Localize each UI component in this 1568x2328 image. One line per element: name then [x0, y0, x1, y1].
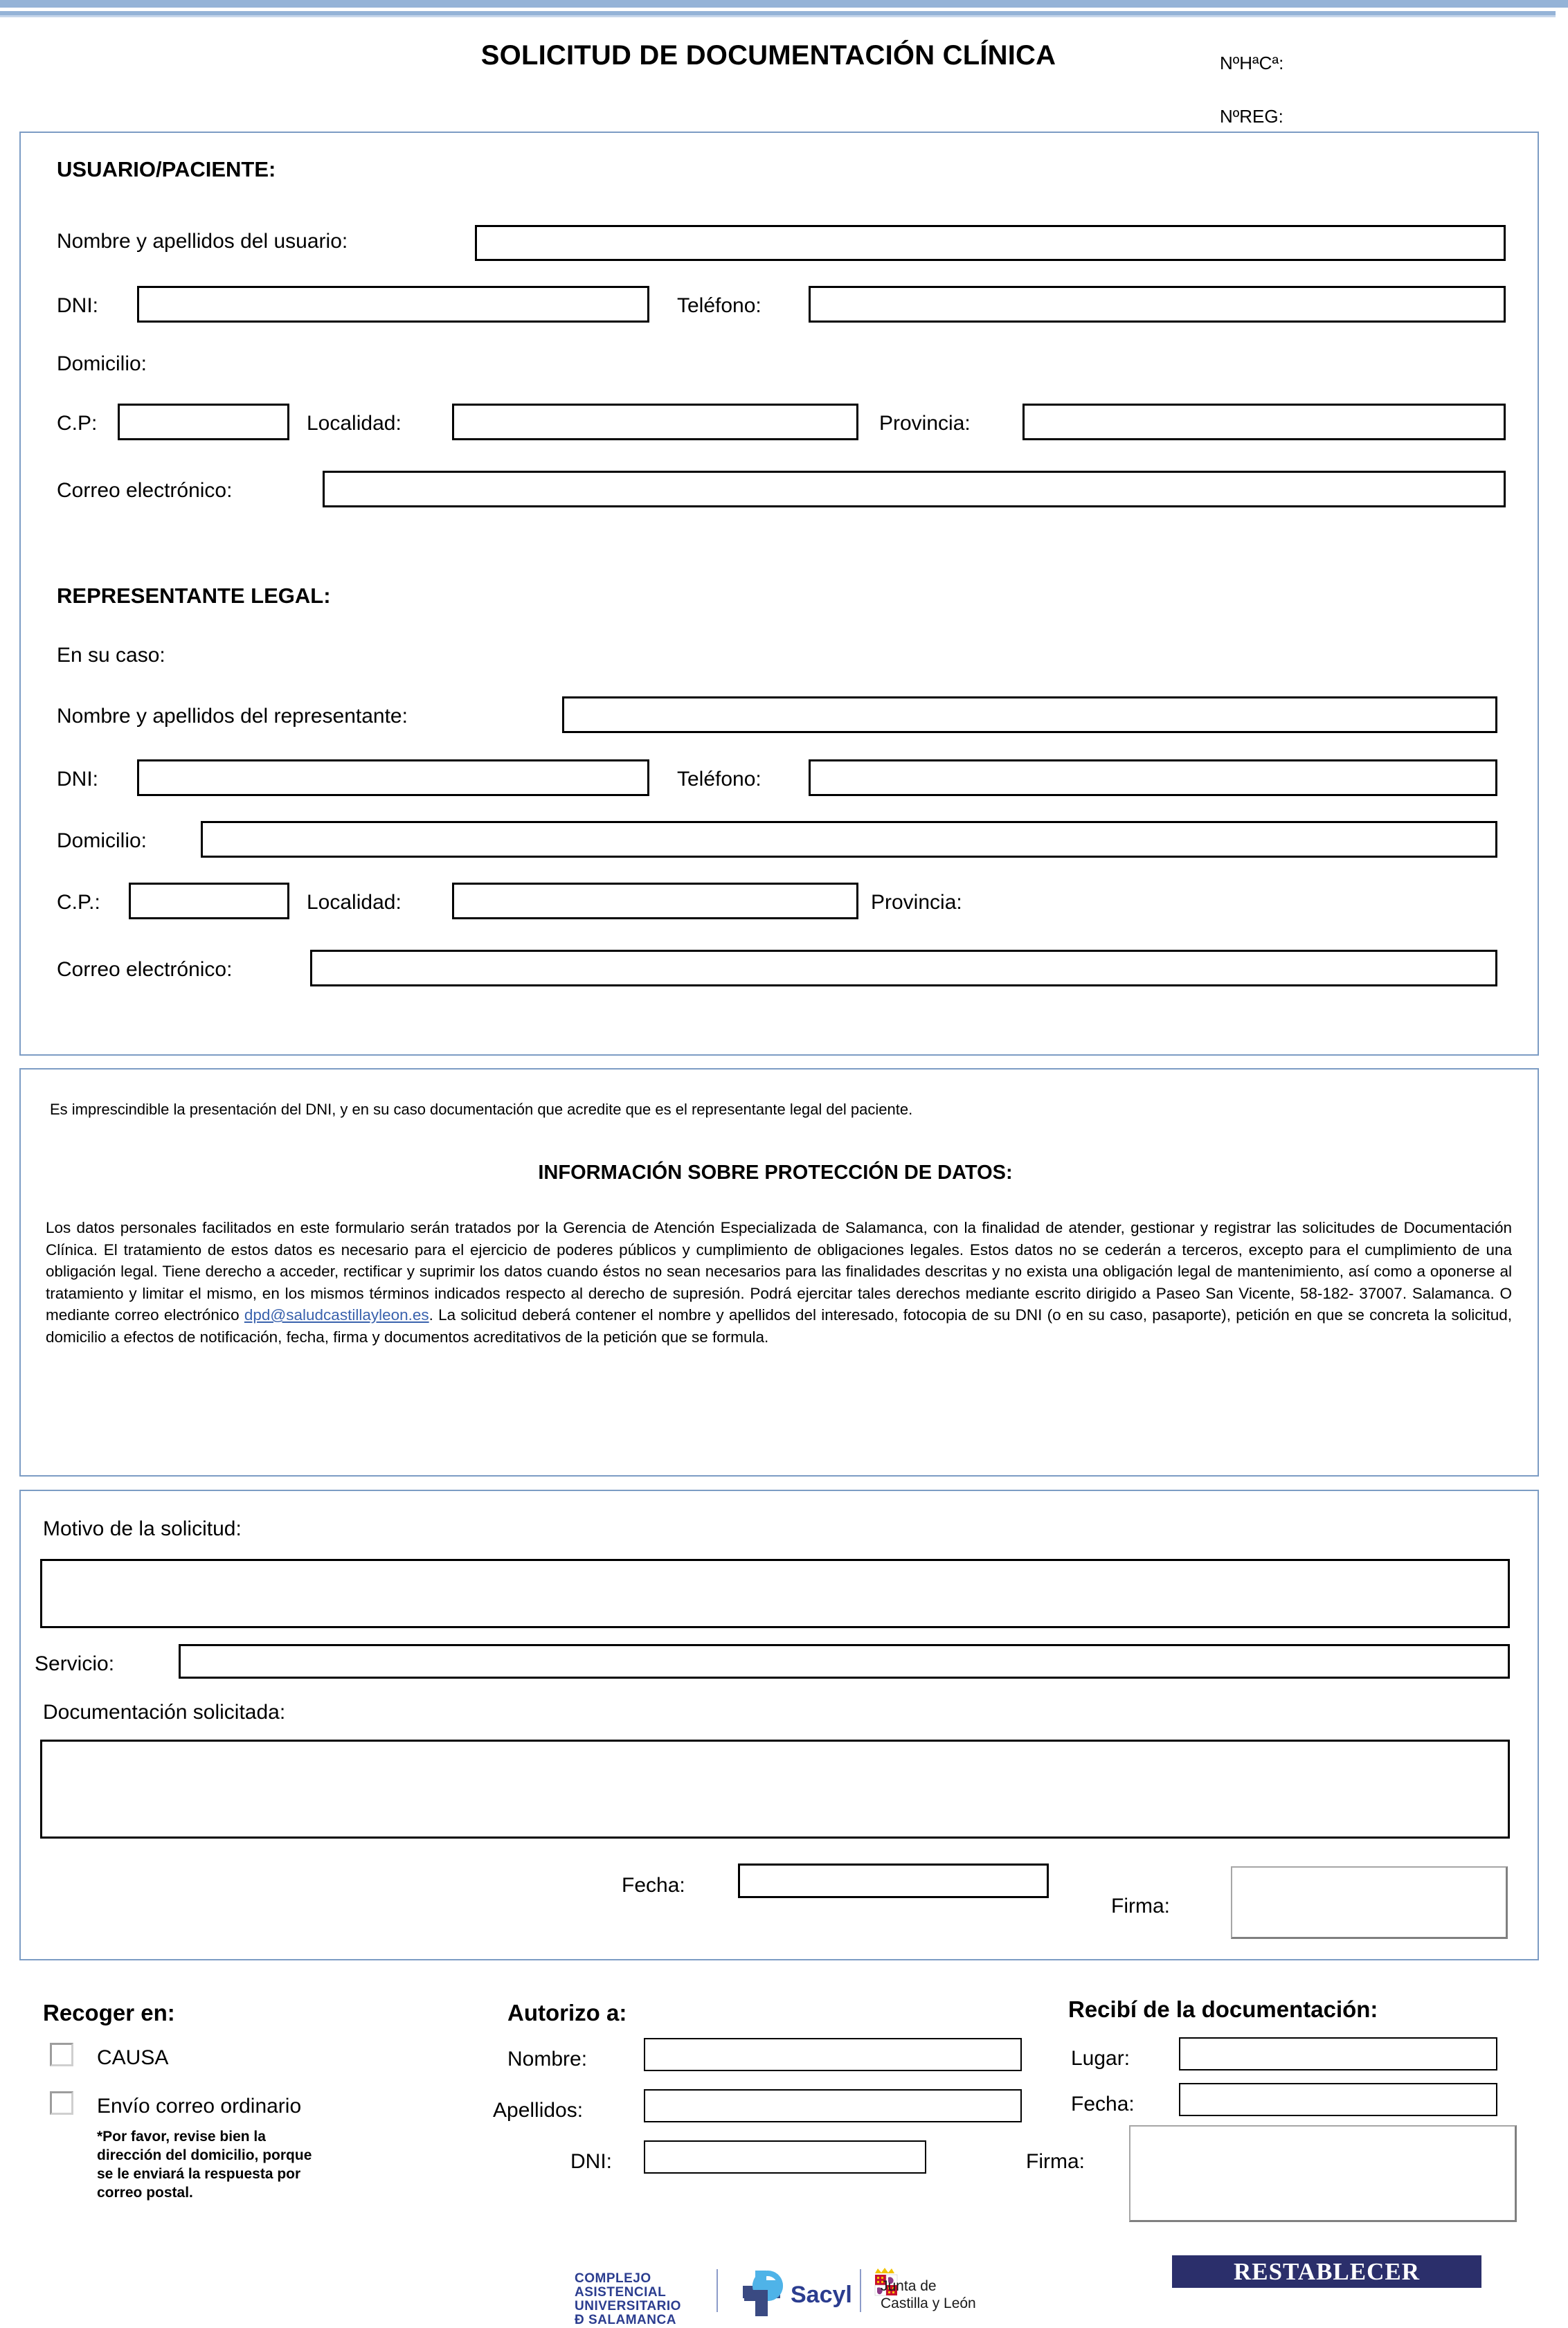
patient-address-label: Domicilio:	[57, 352, 147, 375]
logo-cau-line3: UNIVERSITARIO	[575, 2299, 681, 2313]
top-accent-bar	[0, 0, 1568, 8]
logo-cau-line1: COMPLEJO	[575, 2271, 651, 2286]
checkbox-envio-correo-label: Envío correo ordinario	[97, 2095, 302, 2118]
patient-name-input[interactable]	[475, 225, 1506, 261]
authorize-name-input[interactable]	[644, 2038, 1022, 2071]
dpo-email-link[interactable]: dpd@saludcastillayleon.es	[244, 1306, 429, 1324]
request-date-input[interactable]	[738, 1864, 1049, 1898]
documentation-label: Documentación solicitada:	[43, 1701, 286, 1724]
logo-complejo-asistencial	[575, 2272, 681, 2327]
receipt-date-input[interactable]	[1179, 2083, 1497, 2116]
representative-phone-input[interactable]	[809, 759, 1497, 796]
authorize-dni-label: DNI:	[570, 2150, 612, 2173]
privacy-title: INFORMACIÓN SOBRE PROTECCIÓN DE DATOS:	[538, 1162, 1013, 1184]
sacyl-cross-icon	[736, 2266, 791, 2322]
authorize-dni-input[interactable]	[644, 2140, 926, 2174]
request-signature-box[interactable]	[1231, 1866, 1508, 1939]
patient-cp-input[interactable]	[118, 404, 289, 440]
logo-cau-line2: ASISTENCIAL	[575, 2285, 667, 2300]
representative-locality-input[interactable]	[452, 883, 858, 919]
patient-section-heading: USUARIO/PACIENTE:	[57, 157, 276, 181]
receipt-signature-label: Firma:	[1026, 2150, 1085, 2173]
logo-cau-line4: Ð SALAMANCA	[575, 2313, 676, 2327]
representative-cp-input[interactable]	[129, 883, 289, 919]
receipt-date-label: Fecha:	[1071, 2093, 1135, 2115]
patient-province-input[interactable]	[1022, 404, 1506, 440]
footer-divider-2	[860, 2269, 861, 2312]
patient-dni-label: DNI:	[57, 294, 98, 317]
patient-email-label: Correo electrónico:	[57, 479, 233, 502]
representative-name-input[interactable]	[562, 696, 1497, 733]
representative-locality-label: Localidad:	[307, 891, 402, 914]
patient-locality-input[interactable]	[452, 404, 858, 440]
patient-cp-label: C.P:	[57, 412, 98, 435]
checkbox-envio-correo[interactable]	[50, 2091, 73, 2115]
patient-phone-input[interactable]	[809, 286, 1506, 323]
privacy-text-part1: Los datos personales facilitados en este formulario serán tratados por la Gerencia de Atención Especializada de Salamanca, con la finalidad de atender, gestionar y registrar las solicitudes de Documentación Clínica. El tratamiento de estos datos es necesario para el ejercicio de poderes públicos y cumplimiento de obligaciones legales. Estos datos no se cederán a terceros, excepto para el cumplimiento de una obligación legal. Tiene derecho a acceder, rectificar y suprimir los datos cuando éstos no sean necesarios para las finalidades descritas y no exista una obligación legal de mantenimiento, así como a oponerse al tratamiento y limitar el mismo, en los mismos términos indicados respecto al derecho de supresión. Podrá ejercitar tales derechos mediante escrito dirigido a Paseo San Vicente, 58-182- 37007. Salamanca. O mediante correo electrónico	[46, 1219, 1512, 1324]
request-date-label: Fecha:	[622, 1874, 685, 1897]
patient-name-label: Nombre y apellidos del usuario:	[57, 230, 348, 253]
reset-button[interactable]: RESTABLECER	[1172, 2255, 1481, 2288]
representative-province-label: Provincia:	[871, 891, 962, 914]
privacy-body	[46, 1217, 1512, 1348]
request-signature-label: Firma:	[1111, 1895, 1170, 1918]
logo-jcyl-line1: Junta de	[881, 2278, 937, 2294]
patient-locality-label: Localidad:	[307, 412, 402, 435]
page-title: SOLICITUD DE DOCUMENTACIÓN CLÍNICA	[480, 40, 1056, 71]
authorize-surname-label: Apellidos:	[493, 2099, 584, 2122]
checkbox-causa-label: CAUSA	[97, 2046, 169, 2069]
authorize-name-label: Nombre:	[507, 2048, 588, 2070]
dni-requirement-notice: Es imprescindible la presentación del DNI, y en su caso documentación que acredite que es el representante legal del paciente.	[50, 1101, 913, 1118]
top-accent-hairline	[0, 15, 1556, 17]
service-input[interactable]	[179, 1644, 1510, 1679]
representative-subheading: En su caso:	[57, 644, 165, 667]
logo-junta-castilla-leon-text	[881, 2277, 976, 2312]
receipt-signature-box[interactable]	[1129, 2125, 1517, 2222]
footer-divider-1	[717, 2269, 718, 2312]
checkbox-causa[interactable]	[50, 2043, 73, 2066]
patient-phone-label: Teléfono:	[677, 294, 762, 317]
representative-email-input[interactable]	[310, 950, 1497, 986]
receipt-place-input[interactable]	[1179, 2037, 1497, 2070]
receipt-section-heading: Recibí de la documentación:	[1068, 1996, 1378, 2022]
reason-label: Motivo de la solicitud:	[43, 1517, 242, 1540]
pickup-section-heading: Recoger en:	[43, 2000, 175, 2025]
representative-dni-input[interactable]	[137, 759, 649, 796]
logo-sacyl-text: Sacyl	[791, 2282, 852, 2308]
service-label: Servicio:	[35, 1652, 115, 1675]
representative-email-label: Correo electrónico:	[57, 958, 233, 981]
representative-phone-label: Teléfono:	[677, 768, 762, 791]
representative-dni-label: DNI:	[57, 768, 98, 791]
authorize-surname-input[interactable]	[644, 2089, 1022, 2122]
logo-jcyl-line2: Castilla y León	[881, 2295, 976, 2311]
reason-textarea[interactable]	[40, 1559, 1510, 1628]
authorize-section-heading: Autorizo a:	[507, 2000, 627, 2025]
representative-name-label: Nombre y apellidos del representante:	[57, 705, 408, 728]
ref-nohaca-label: NºHªCª:	[1220, 53, 1284, 73]
patient-email-input[interactable]	[323, 471, 1506, 507]
representative-cp-label: C.P.:	[57, 891, 100, 914]
ref-noreg-label: NºREG:	[1220, 106, 1283, 127]
patient-dni-input[interactable]	[137, 286, 649, 323]
page-header	[0, 21, 1568, 127]
representative-address-input[interactable]	[201, 821, 1497, 858]
documentation-textarea[interactable]	[40, 1740, 1510, 1839]
patient-province-label: Provincia:	[879, 412, 971, 435]
receipt-place-label: Lugar:	[1071, 2047, 1130, 2070]
privacy-text-part2: . La solicitud deberá contener el nombre y apellidos del interesado, fotocopia de su DNI (o en su caso, pasaporte), petición en que se concreta la solicitud, domicilio a efectos de notificación, fecha, firma y documentos acreditativos de la petición que se formula.	[46, 1306, 1512, 1346]
representative-section-heading: REPRESENTANTE LEGAL:	[57, 584, 331, 608]
representative-address-label: Domicilio:	[57, 829, 147, 852]
pickup-note: *Por favor, revise bien la dirección del domicilio, porque se le enviará la respuesta por correo postal.	[97, 2129, 312, 2201]
